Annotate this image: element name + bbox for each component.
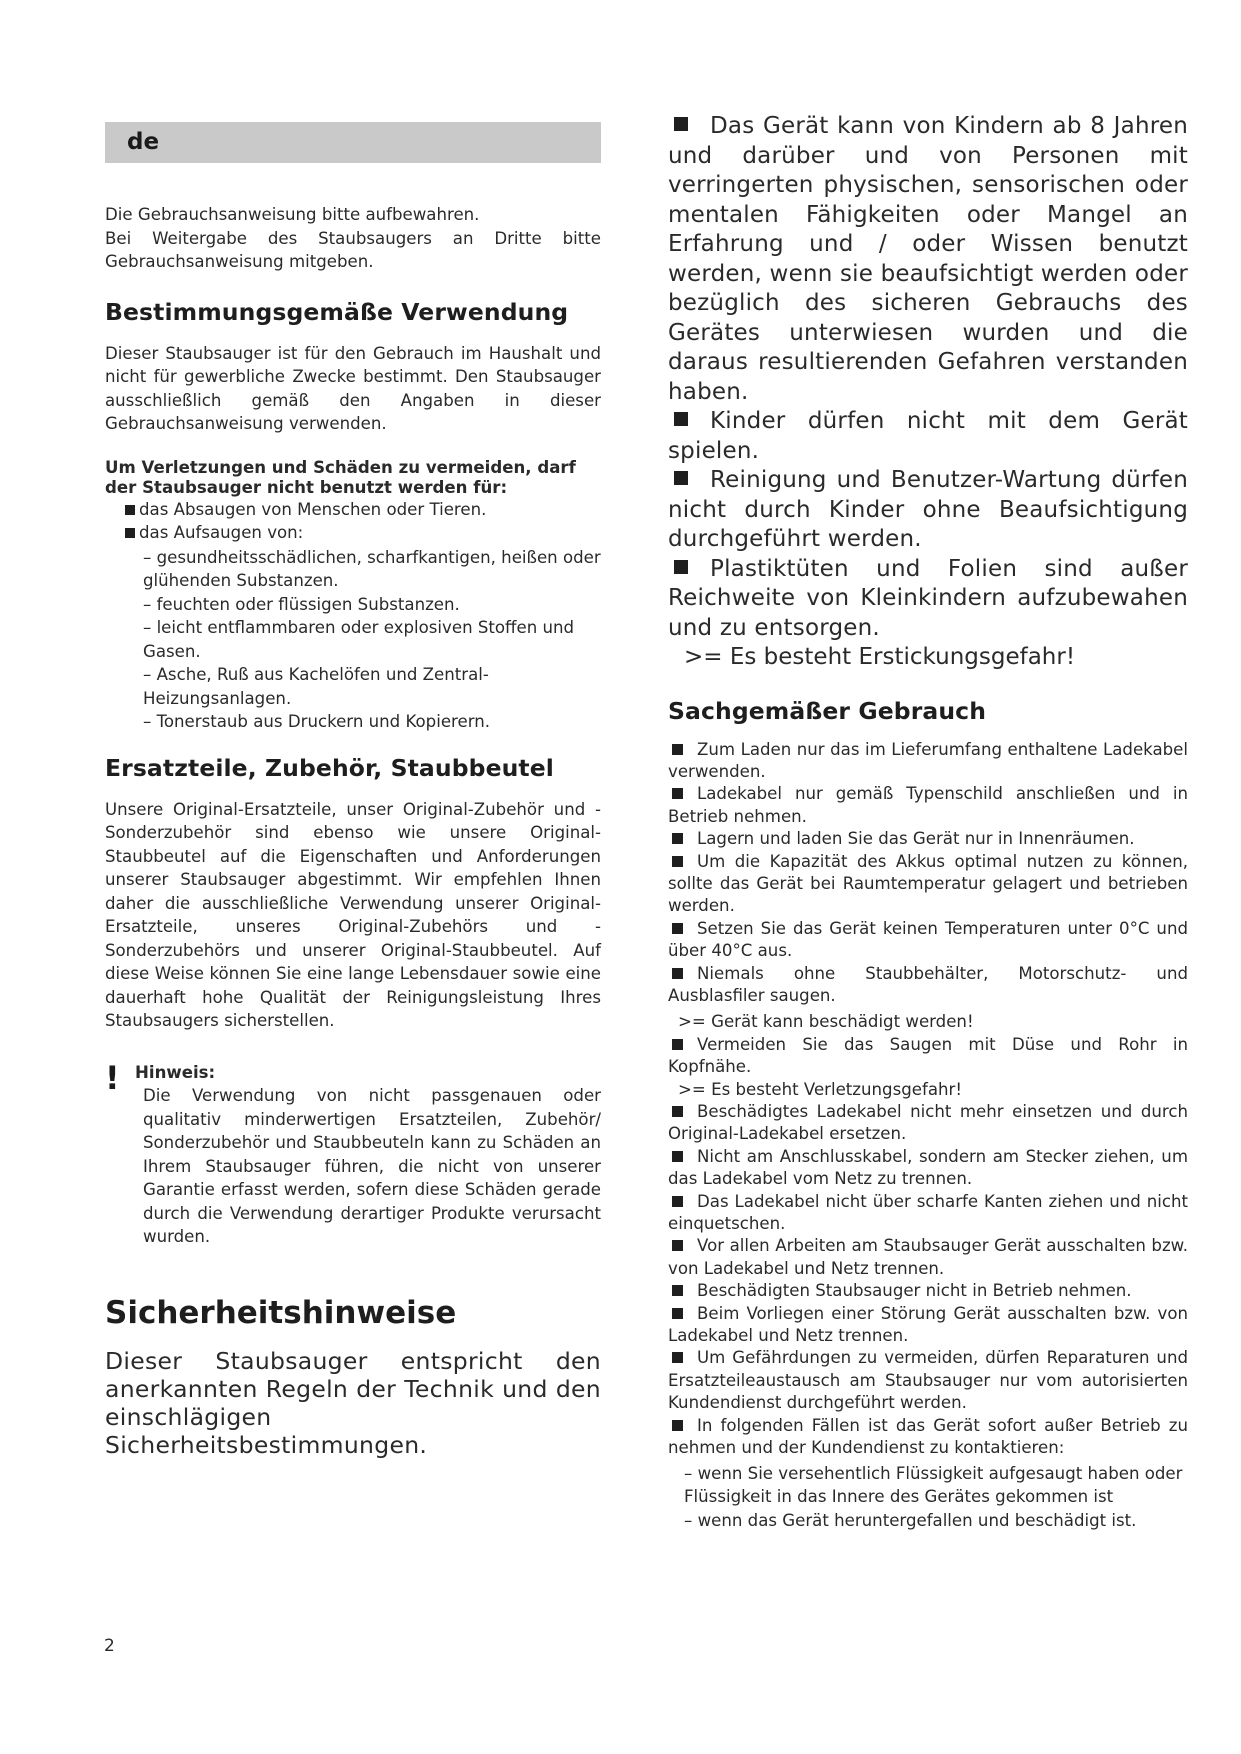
list-item-text: Zum Laden nur das im Lieferumfang enthaltene Ladekabel verwenden. [668,739,1188,781]
section-heading-spare-parts: Ersatzteile, Zubehör, Staubbeutel [105,753,554,782]
proper-use-list [668,739,1188,1008]
list-item-text: Das Gerät kann von Kindern ab 8 Jahren und darüber und von Personen mit verringerten physischen, sensorischen oder mentalen Fähigkeiten oder Mangel an Erfahrung und / oder Wissen benutzt werden, wenn sie beaufsichtigt werden oder bezüglich des sicheren Gebrauchs des Gerätes unterwiesen wurden und die daraus resultierenden Gefahren verstanden haben. [668,113,1189,405]
left-column [105,122,601,1459]
intro-line: Bei Weitergabe des Staubsaugers an Dritte bitte Gebrauchsanweisung mitgeben. [105,228,601,271]
list-item [668,112,1188,407]
square-bullet-icon [674,560,688,574]
square-bullet-icon [672,1420,683,1431]
list-item [668,963,1188,1008]
intended-use-text [105,342,601,436]
list-item-text: Nicht am Anschlusskabel, sondern am Stecker ziehen, um das Ladekabel vom Netz zu trennen. [668,1146,1188,1189]
intro [105,203,601,274]
square-bullet-icon [672,788,683,799]
square-bullet-icon [672,1285,683,1296]
list-item-text: Beim Vorliegen einer Störung Gerät ausschalten bzw. von Ladekabel und Netz trennen. [668,1303,1188,1346]
square-bullet-icon [672,1039,683,1050]
list-item-text: Beschädigten Staubsauger nicht in Betrieb nehmen. [697,1281,1132,1301]
square-bullet-icon [672,1352,683,1363]
section-heading-intended-use: Bestimmungsgemäße Verwendung [105,297,569,326]
list-item [668,466,1188,555]
exclamation-icon: ! [105,1058,120,1097]
consequence-note: >= Es besteht Erstickungsgefahr! [684,644,1076,670]
list-item-text: Beschädigtes Ladekabel nicht mehr einsetzen und durch Original-Ladekabel ersetzen. [668,1102,1188,1144]
square-bullet-icon [125,505,135,515]
note-title: Hinweis: [135,1062,216,1082]
sub-item: – feuchten oder flüssigen Substanzen. [143,594,460,614]
list-item-text: das Aufsaugen von: [139,522,304,542]
proper-use-list-3 [668,1101,1188,1460]
spare-parts-text [105,798,601,1033]
list-item-text: Ladekabel nur gemäß Typenschild anschließen und in Betrieb nehmen. [668,784,1188,826]
list-item [668,1034,1188,1079]
list-item-text: Reinigung und Benutzer-Wartung dürfen nicht durch Kinder ohne Beaufsichtigung durchgeführt werden. [668,467,1188,552]
proper-use-list-2 [668,1034,1188,1079]
list-item-text: Um Gefährdungen zu vermeiden, dürfen Reparaturen und Ersatzteileaustausch am Staubsauger nur vom autorisierten Kundendienst durchgeführt werden. [668,1348,1188,1413]
list-item [668,1235,1188,1280]
square-bullet-icon [674,471,688,485]
list-item-text: Niemals ohne Staubbehälter, Motorschutz- und Ausblasfiler saugen. [668,963,1188,1005]
sub-item: – Tonerstaub aus Druckern und Kopierern. [143,712,491,731]
list-item [668,1146,1188,1191]
list-item [105,498,601,521]
child-safety-list [668,112,1188,643]
page-number: 2 [104,1636,115,1656]
square-bullet-icon [672,1196,683,1207]
paragraph: Dieser Staubsauger ist für den Gebrauch im Haushalt und nicht für gewerbliche Zwecke bestimmt. Den Staubsauger ausschließlich gemäß den Angaben in dieser Gebrauchsanweisung verwenden. [105,343,601,433]
square-bullet-icon [674,117,688,131]
consequence-note: >= Gerät kann beschädigt werden! [678,1012,974,1032]
square-bullet-icon [672,744,683,755]
square-bullet-icon [672,923,683,934]
list-item [668,1101,1188,1146]
substance-list [105,546,601,734]
square-bullet-icon [672,1106,683,1117]
paragraph: Dieser Staubsauger entspricht den anerkannten Regeln der Technik und den einschlägigen Sicherheitsbestimmungen. [105,1346,601,1459]
square-bullet-icon [672,1308,683,1319]
list-item [668,739,1188,784]
sub-item: – leicht entflammbaren oder explosiven Stoffen und Gasen. [143,618,575,661]
list-item [668,1347,1188,1414]
list-item-text: das Absaugen von Menschen oder Tieren. [139,499,487,519]
square-bullet-icon [672,1240,683,1251]
note-box [105,1058,601,1249]
list-item [668,1415,1188,1460]
list-item [668,828,1188,850]
square-bullet-icon [672,833,683,844]
list-item [668,851,1188,918]
square-bullet-icon [125,528,135,538]
list-item-text: Kinder dürfen nicht mit dem Gerät spielen. [668,408,1188,464]
section-heading-proper-use: Sachgemäßer Gebrauch [668,696,987,725]
list-item-text: Vermeiden Sie das Saugen mit Düse und Rohr in Kopfnähe. [668,1034,1188,1077]
section-heading-safety: Sicherheitshinweise [105,1294,457,1331]
list-item [668,1191,1188,1236]
square-bullet-icon [672,856,683,867]
list-item [105,521,601,544]
list-item [668,918,1188,963]
warning-heading: Um Verletzungen und Schäden zu vermeiden, darf der Staubsauger nicht benutzt werden für: [105,457,576,497]
sub-item: – Asche, Ruß aus Kachelöfen und Zentral- Heizungsanlagen. [143,665,489,708]
intro-line: Die Gebrauchsanweisung bitte aufbewahren. [105,205,480,224]
right-column [668,112,1188,1532]
paragraph: Unsere Original-Ersatzteile, unser Original-Zubehör und -Sonderzubehör sind ebenso wie unsere Original-Staubbeutel auf die Eigenschaften und Anforderungen unserer Staubsauger abgestimmt. Wir empfehlen Ihnen daher die ausschließliche Verwendung unserer Original-Ersatzteile, unseres Original-Zubehörs und -Sonderzubehörs und unserer Original-Staubbeutel. Auf diese Weise können Sie eine lange Lebensdauer sowie eine dauerhaft hohe Qualität der Reinigungsleistung Ihres Staubsaugers sicherstellen. [105,799,601,1030]
list-item [668,407,1188,466]
list-item-text: Lagern und laden Sie das Gerät nur in Innenräumen. [697,829,1135,849]
malfunction-cases [668,1462,1188,1533]
consequence-note: >= Es besteht Verletzungsgefahr! [678,1079,962,1099]
language-bar: de [105,122,601,163]
list-item-text: Setzen Sie das Gerät keinen Temperaturen unter 0°C und über 40°C aus. [668,918,1188,961]
square-bullet-icon [672,968,683,979]
square-bullet-icon [672,1151,683,1162]
safety-text [105,1347,601,1459]
list-item-text: In folgenden Fällen ist das Gerät sofort außer Betrieb zu nehmen und der Kundendienst zu kontaktieren: [668,1415,1188,1458]
list-item [668,1280,1188,1302]
dash-item: – wenn das Gerät heruntergefallen und beschädigt ist. [684,1510,1137,1530]
note-text: Die Verwendung von nicht passgenauen oder qualitativ minderwertigen Ersatzteilen, Zubehör/ Sonderzubehör und Staubbeuteln kann zu Schäden an Ihrem Staubsauger führen, die nicht von unserer Garantie erfasst werden, sofern diese Schäden gerade durch die Verwendung derartiger Produkte verursacht wurden. [143,1086,601,1246]
list-item [668,1303,1188,1348]
list-item [668,555,1188,644]
prohibited-use-list [105,498,601,544]
list-item-text: Vor allen Arbeiten am Staubsauger Gerät ausschalten bzw. von Ladekabel und Netz trennen. [668,1236,1188,1278]
list-item-text: Um die Kapazität des Akkus optimal nutzen zu können, sollte das Gerät bei Raumtemperatur gelagert und betrieben werden. [668,851,1188,916]
list-item-text: Das Ladekabel nicht über scharfe Kanten ziehen und nicht einquetschen. [668,1191,1188,1234]
list-item-text: Plastiktüten und Folien sind außer Reichweite von Kleinkindern aufzubewahen und zu entsorgen. [668,555,1188,641]
dash-item: – wenn Sie versehentlich Flüssigkeit aufgesaugt haben oder Flüssigkeit in das Innere des Gerätes gekommen ist [684,1463,1183,1506]
square-bullet-icon [674,412,688,426]
list-item [668,783,1188,828]
sub-item: – gesundheitsschädlichen, scharfkantigen, heißen oder glühenden Substanzen. [143,547,601,590]
